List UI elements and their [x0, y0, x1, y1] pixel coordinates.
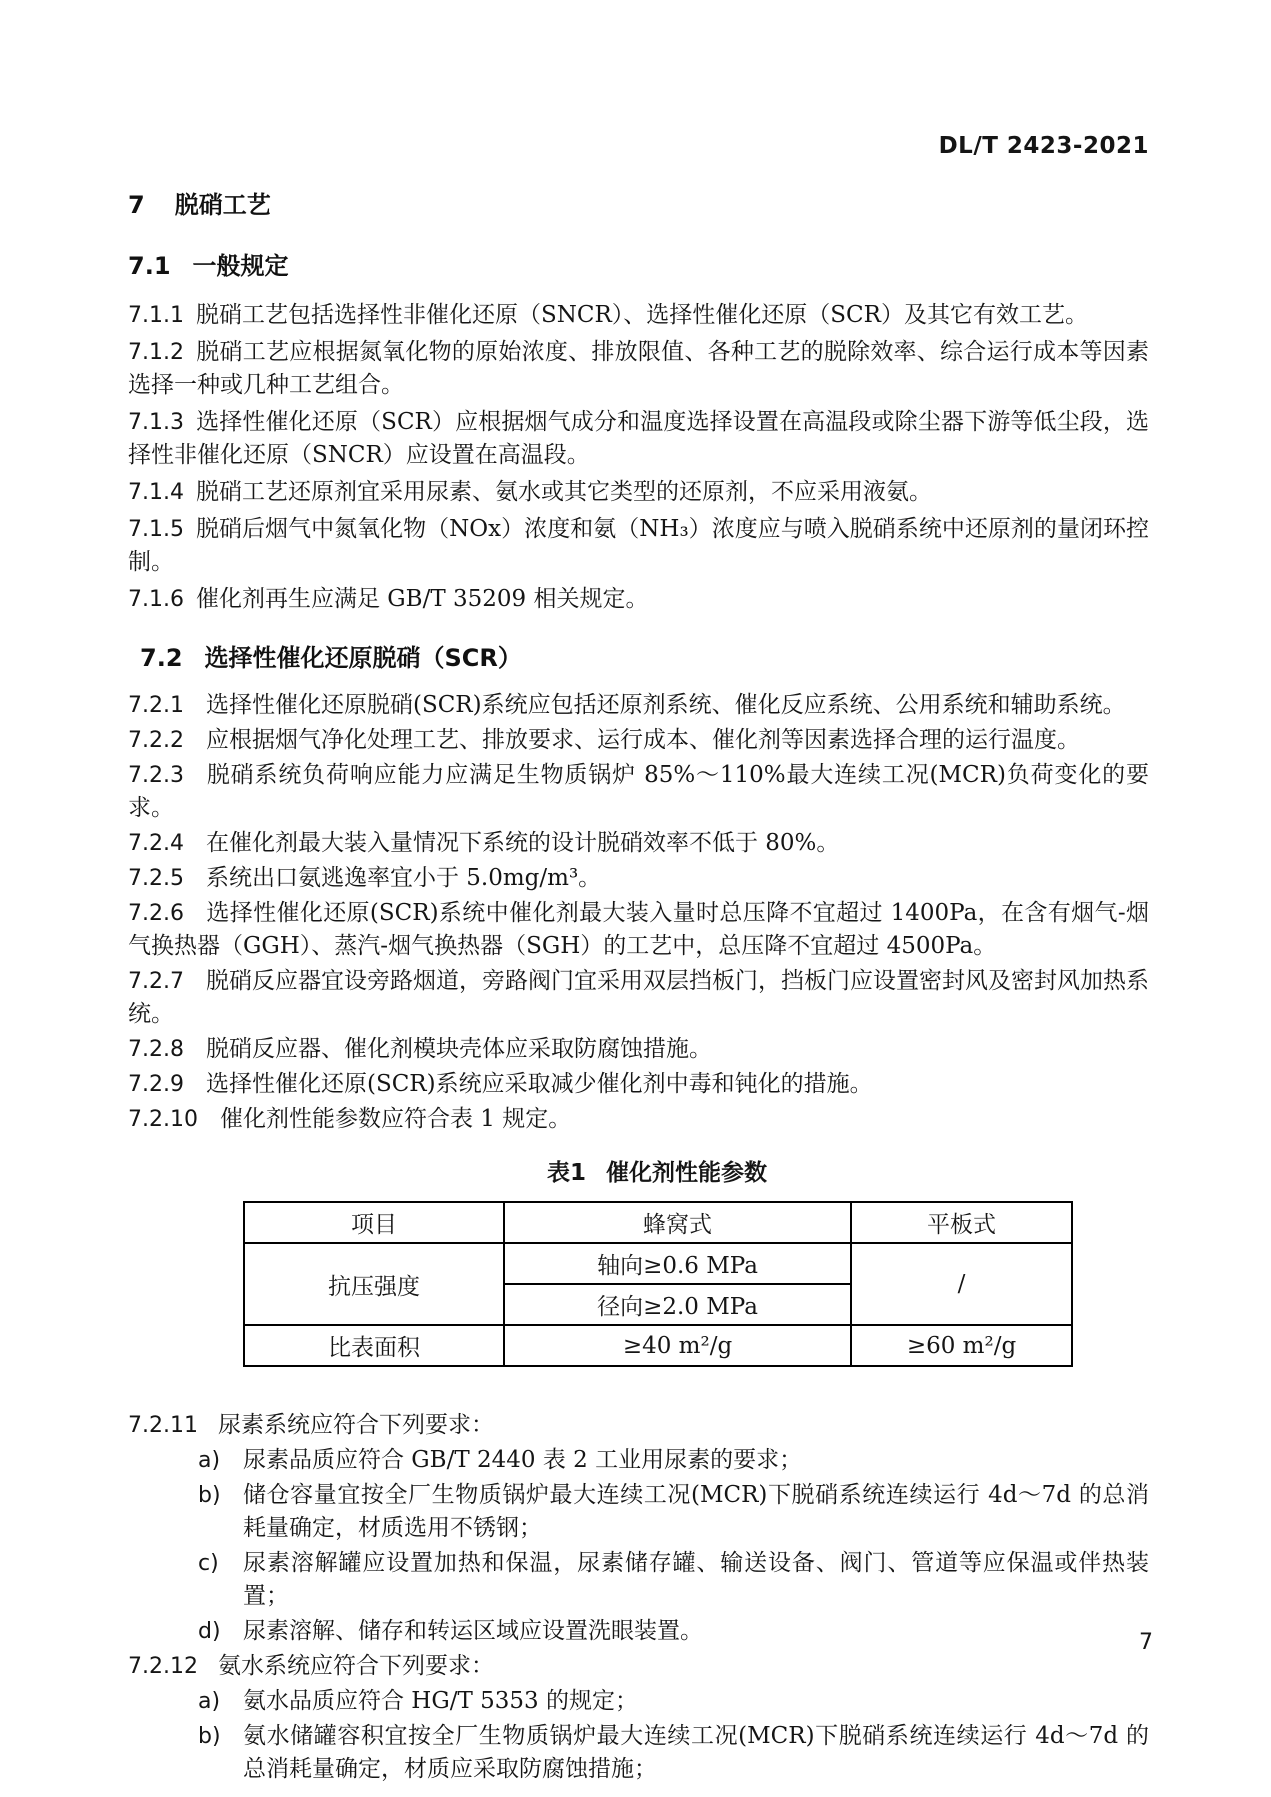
clause-text: 系统出口氨逃逸率宜小于 5.0mg/m³。	[205, 865, 602, 891]
section-number: 7.1	[128, 252, 171, 280]
cell-specific-surface-area: 比表面积	[244, 1325, 504, 1366]
clause-text: 脱硝工艺应根据氮氧化物的原始浓度、排放限值、各种工艺的脱除效率、综合运行成本等因素选择一种或几种工艺组合。	[128, 339, 1149, 398]
doc-number: DL/T 2423-2021	[938, 133, 1149, 159]
clause-text: 选择性催化还原（SCR）应根据烟气成分和温度选择设置在高温段或除尘器下游等低尘段，选择性非催化还原（SNCR）应设置在高温段。	[128, 409, 1149, 468]
clause-number: 7.1.1	[128, 303, 184, 328]
clause-number: 7.2.2	[128, 728, 184, 753]
section-title: 脱硝工艺	[174, 191, 271, 219]
clause-number: 7.2.12	[128, 1654, 198, 1679]
list-item-text: 尿素品质应符合 GB/T 2440 表 2 工业用尿素的要求；	[243, 1447, 803, 1473]
list-item-letter: d)	[198, 1619, 221, 1644]
clause-number: 7.2.8	[128, 1037, 184, 1062]
section-7-heading	[128, 185, 1149, 220]
list-item-letter: c)	[198, 1551, 219, 1576]
section-number: 7	[128, 191, 145, 219]
clause-7-2-9	[128, 1068, 1149, 1101]
clause-number: 7.2.11	[128, 1413, 198, 1438]
cell-plate-area-value: ≥60 m²/g	[851, 1325, 1072, 1366]
list-item-letter: b)	[198, 1483, 221, 1508]
cell-honeycomb-area-value: ≥40 m²/g	[504, 1325, 851, 1366]
clause-number: 7.2.9	[128, 1072, 184, 1097]
table-caption-label: 表1	[546, 1160, 586, 1186]
list-item-b	[128, 1479, 1149, 1545]
list-item-letter: a)	[198, 1689, 221, 1714]
clause-number: 7.2.6	[128, 901, 184, 926]
clause-number: 7.2.4	[128, 831, 184, 856]
clause-text: 脱硝反应器、催化剂模块壳体应采取防腐蚀措施。	[205, 1036, 712, 1062]
clause-number: 7.2.3	[128, 763, 184, 788]
section-title: 选择性催化还原脱硝（SCR）	[204, 644, 522, 672]
table-row	[244, 1243, 1072, 1284]
clause-number: 7.1.6	[128, 587, 184, 612]
clause-7-2-8	[128, 1033, 1149, 1066]
section-7-1-heading	[128, 246, 1149, 281]
clause-text: 选择性催化还原脱硝(SCR)系统应包括还原剂系统、催化反应系统、公用系统和辅助系统。	[205, 692, 1126, 718]
table-caption-title: 催化剂性能参数	[606, 1160, 767, 1186]
list-item-text: 尿素溶解、储存和转运区域应设置洗眼装置。	[243, 1618, 703, 1644]
list-item-text: 氨水储罐容积宜按全厂生物质锅炉最大连续工况(MCR)下脱硝系统连续运行 4d～7d 的总消耗量确定，材质应采取防腐蚀措施；	[243, 1723, 1149, 1782]
clause-text: 在催化剂最大装入量情况下系统的设计脱硝效率不低于 80%。	[205, 830, 840, 856]
section-7-1-body	[128, 299, 1149, 616]
clause-number: 7.1.2	[128, 340, 184, 365]
list-item-text: 氨水品质应符合 HG/T 5353 的规定；	[243, 1688, 638, 1714]
section-7-2-heading	[128, 638, 1149, 673]
clause-text: 氨水系统应符合下列要求：	[217, 1653, 494, 1679]
clause-number: 7.2.5	[128, 866, 184, 891]
cell-compressive-strength: 抗压强度	[244, 1243, 504, 1325]
clause-7-1-5	[128, 513, 1149, 579]
clause-7-2-3	[128, 759, 1149, 825]
clause-7-2-10	[128, 1103, 1149, 1136]
section-7-2-body	[128, 689, 1149, 1136]
clause-7-2-11	[128, 1409, 1149, 1442]
clause-7-1-1	[128, 299, 1149, 332]
list-item-b	[128, 1720, 1149, 1786]
table-header-honeycomb: 蜂窝式	[504, 1202, 851, 1243]
clause-text: 应根据烟气净化处理工艺、排放要求、运行成本、催化剂等因素选择合理的运行温度。	[205, 727, 1080, 753]
clause-7-2-1	[128, 689, 1149, 722]
clause-text: 选择性催化还原(SCR)系统应采取减少催化剂中毒和钝化的措施。	[205, 1071, 873, 1097]
clause-7-1-6	[128, 583, 1149, 616]
clause-text: 催化剂性能参数应符合表 1 规定。	[219, 1106, 572, 1132]
clause-7-1-2	[128, 336, 1149, 402]
table-header-item: 项目	[244, 1202, 504, 1243]
clause-text: 选择性催化还原(SCR)系统中催化剂最大装入量时总压降不宜超过 1400Pa，在含有烟气-烟气换热器（GGH）、蒸汽-烟气换热器（SGH）的工艺中，总压降不宜超过 4500Pa。	[128, 900, 1149, 959]
table-1-catalyst-performance	[243, 1201, 1073, 1367]
section-title: 一般规定	[192, 252, 289, 280]
clause-text: 脱硝系统负荷响应能力应满足生物质锅炉 85%～110%最大连续工况(MCR)负荷变化的要求。	[128, 762, 1149, 821]
table-row	[244, 1325, 1072, 1366]
table-header-plate: 平板式	[851, 1202, 1072, 1243]
clause-number: 7.2.10	[128, 1107, 198, 1132]
table-1-caption	[243, 1154, 1071, 1187]
clause-7-2-5	[128, 862, 1149, 895]
clause-number: 7.1.4	[128, 480, 184, 505]
clause-text: 脱硝工艺包括选择性非催化还原（SNCR）、选择性催化还原（SCR）及其它有效工艺。	[195, 302, 1088, 328]
section-7-2-lists	[128, 1409, 1149, 1786]
list-item-text: 储仓容量宜按全厂生物质锅炉最大连续工况(MCR)下脱硝系统连续运行 4d～7d 的总消耗量确定，材质选用不锈钢；	[243, 1482, 1149, 1541]
list-item-letter: b)	[198, 1724, 221, 1749]
clause-text: 脱硝工艺还原剂宜采用尿素、氨水或其它类型的还原剂，不应采用液氨。	[195, 479, 932, 505]
list-item-a	[128, 1685, 1149, 1718]
page-number: 7	[1139, 1630, 1153, 1655]
page-content	[128, 0, 1149, 1788]
list-item-text: 尿素溶解罐应设置加热和保温，尿素储存罐、输送设备、阀门、管道等应保温或伴热装置；	[243, 1550, 1149, 1609]
clause-text: 脱硝后烟气中氮氧化物（NOx）浓度和氨（NH₃）浓度应与喷入脱硝系统中还原剂的量闭环控制。	[128, 516, 1149, 575]
clause-text: 尿素系统应符合下列要求：	[217, 1412, 494, 1438]
list-item-d	[128, 1615, 1149, 1648]
clause-7-2-4	[128, 827, 1149, 860]
list-item-c	[128, 1547, 1149, 1613]
clause-7-2-2	[128, 724, 1149, 757]
table-header-row	[244, 1202, 1072, 1243]
clause-number: 7.1.5	[128, 517, 184, 542]
clause-7-2-12	[128, 1650, 1149, 1683]
clause-7-1-4	[128, 476, 1149, 509]
clause-7-2-7	[128, 965, 1149, 1031]
clause-text: 脱硝反应器宜设旁路烟道，旁路阀门宜采用双层挡板门，挡板门应设置密封风及密封风加热系统。	[128, 968, 1149, 1027]
clause-text: 催化剂再生应满足 GB/T 35209 相关规定。	[195, 586, 649, 612]
list-item-a	[128, 1444, 1149, 1477]
list-item-letter: a)	[198, 1448, 221, 1473]
section-number: 7.2	[140, 644, 183, 672]
cell-plate-strength-value: /	[851, 1243, 1072, 1325]
clause-7-1-3	[128, 406, 1149, 472]
clause-number: 7.1.3	[128, 410, 184, 435]
cell-radial-value: 径向≥2.0 MPa	[504, 1284, 851, 1325]
cell-axial-value: 轴向≥0.6 MPa	[504, 1243, 851, 1284]
clause-number: 7.2.7	[128, 969, 184, 994]
clause-number: 7.2.1	[128, 693, 184, 718]
clause-7-2-6	[128, 897, 1149, 963]
